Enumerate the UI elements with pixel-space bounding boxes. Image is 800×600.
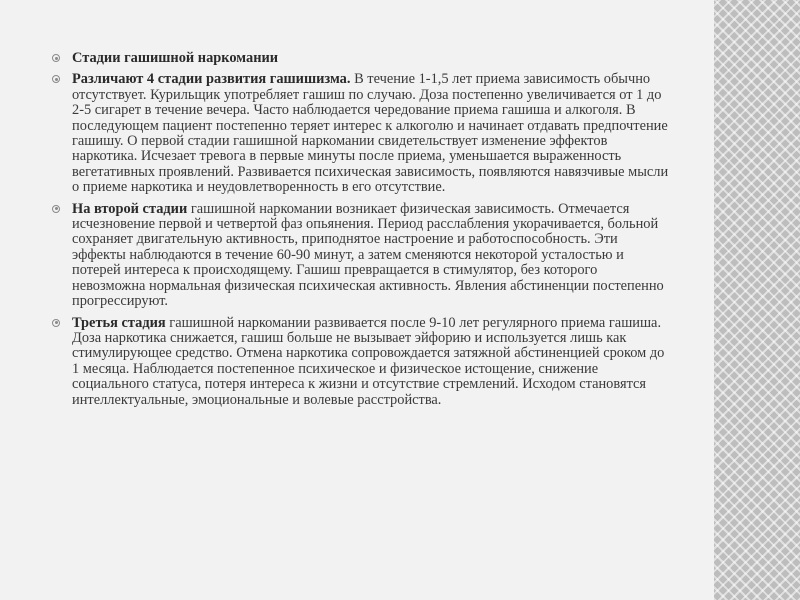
list-item-stage-intro xyxy=(50,72,670,195)
item-text: гашишной наркомании возникает физическая зависимость. Отмечается исчезновение первой и четвертой фаз опьянения. Период расслабления укорачивается, больной сохраняет двигательную активность, приподнятое настроение и работоспособность. Эти эффекты наблюдаются в течение 60-90 минут, а затем сменяются некоторой усталостью и потерей интереса к происходящему. Гашиш превращается в стимулятор, без которого невозможна нормальная физическая психическая активность. Явления абстиненции постепенно прогрессируют. xyxy=(72,200,664,310)
bullet-icon xyxy=(52,205,60,213)
item-lead: На второй стадии xyxy=(72,200,188,217)
item-text: В течение 1-1,5 лет приема зависимость обычно отсутствует. Курильщик употребляет гашиш по случаю. Доза постепенно увеличивается от 1 до 2-5 сигарет в течение вечера. Часто наблюдается чередование приема гашиша и алкоголя. В последующем пациент постепенно теряет интерес к алкоголю и начинает отдавать предпочтение гашишу. О первой стадии гашишной наркомании свидетельствует изменение эффектов наркотика. Исчезает тревога в первые минуты после приема, уменьшается выраженность вегетативных проявлений. Развивается психическая зависимость, появляются навязчивые мысли о приеме наркотика и неудовлетворенность в его отсутствие. xyxy=(72,71,669,196)
bullet-icon xyxy=(52,319,60,327)
item-lead: Различают 4 стадии развития гашишизма. xyxy=(72,71,351,88)
decorative-side-pattern xyxy=(714,0,800,600)
list-item-stage-three xyxy=(50,316,670,408)
list-item-stage-two xyxy=(50,202,670,310)
bullet-icon xyxy=(52,75,60,83)
bullet-icon xyxy=(52,54,60,62)
item-lead: Третья стадия xyxy=(72,314,166,331)
list-item-title xyxy=(50,51,670,66)
item-text: гашишной наркомании развивается после 9-10 лет регулярного приема гашиша. Доза наркотика снижается, гашиш больше не вызывает эйфорию и используется лишь как стимулирующее средство. Отмена наркотика сопровождается затяжной абстиненцией сроком до 1 месяца. Наблюдается постепенное психическое и физическое истощение, снижение социального статуса, потеря интереса к жизни и отсутствие стремлений. Исходом становятся интеллектуальные, эмоциональные и волевые расстройства. xyxy=(72,314,665,408)
slide-content xyxy=(50,51,670,414)
item-lead: Стадии гашишной наркомании xyxy=(72,50,279,66)
